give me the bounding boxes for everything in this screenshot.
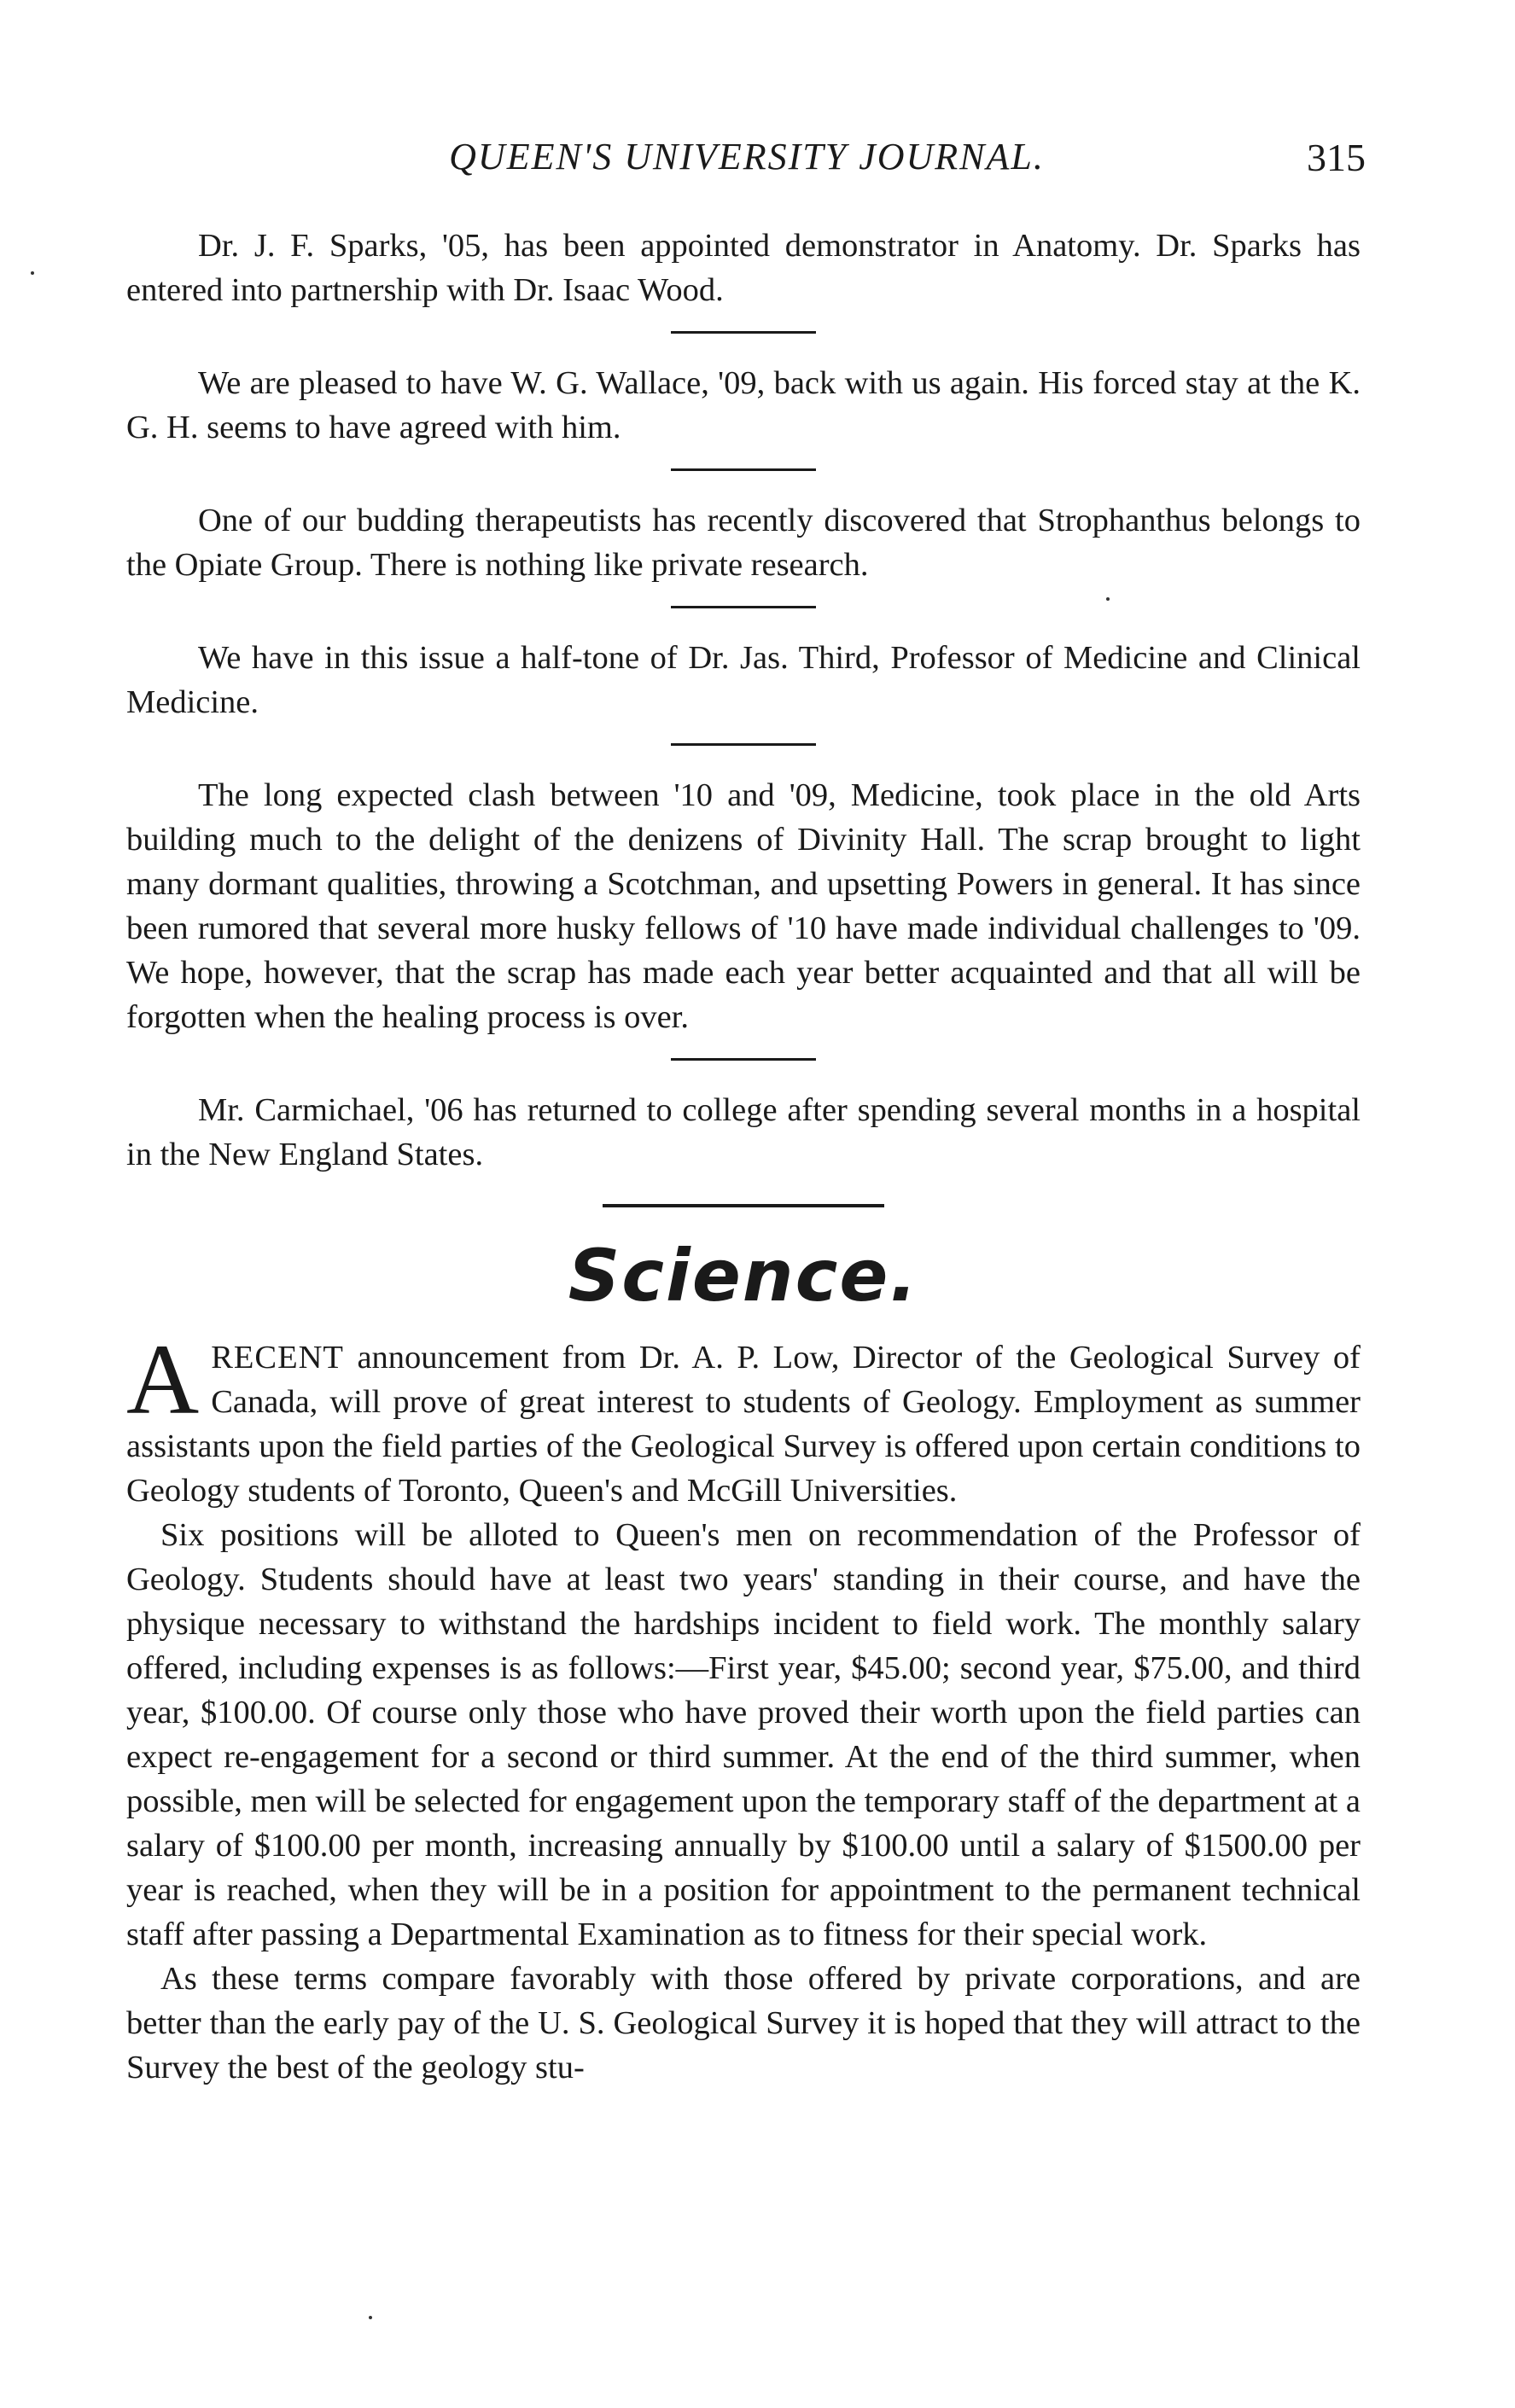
science-section — [126, 1323, 1361, 2090]
medicine-item: Mr. Carmichael, '06 has returned to college after spending several months in a hospital in the New England States. — [126, 1092, 1361, 1172]
medicine-item: One of our budding therapeutists has recently discovered that Strophanthus belongs to the Opiate Group. There is nothing like private research. — [126, 503, 1361, 583]
running-head — [128, 135, 1366, 186]
section-divider — [671, 743, 816, 746]
print-speck — [1106, 597, 1110, 601]
section-divider — [671, 1058, 816, 1061]
science-paragraph: As these terms compare favorably with those offered by private corporations, and are better than the early pay of the U. S. Geological Survey it is hoped that they will attract to the Survey the best of the geology stu- — [126, 1961, 1361, 2085]
medicine-item: Dr. J. F. Sparks, '05, has been appointed demonstrator in Anatomy. Dr. Sparks has entered into partnership with Dr. Isaac Wood. — [126, 228, 1361, 308]
science-paragraph: Six positions will be alloted to Queen's men on recommendation of the Professor of Geology. Students should have at least two years' standing in their course, and have the physique necessary to withstand the hardships incident to field work. The monthly salary offered, including expenses is as follows:—First year, $45.00; second year, $75.00, and third year, $100.00. Of course only those who have proved their worth upon the field parties can expect re-engagement for a second or third summer. At the end of the third summer, when possible, men will be selected for engagement upon the temporary staff of the department at a salary of $100.00 per month, increasing annually by $100.00 until a salary of $1500.00 per year is reached, when they will be in a position for appointment to the permanent technical staff after passing a Departmental Examination as to fitness for their special work. — [126, 1517, 1361, 1952]
medicine-section — [126, 224, 1361, 2090]
science-paragraph — [126, 1323, 1361, 1513]
page-number: 315 — [1307, 136, 1366, 179]
science-heading: Science. — [568, 1234, 919, 1317]
medicine-item: We have in this issue a half-tone of Dr. Jas. Third, Professor of Medicine and Clinical Medicine. — [126, 640, 1361, 720]
section-divider — [671, 468, 816, 471]
first-word: RECENT — [211, 1340, 344, 1376]
medicine-item: The long expected clash between '10 and '09, Medicine, took place in the old Arts building much to the delight of the denizens of Divinity Hall. The scrap brought to light many dormant qualities, throwing a Scotchman, and upsetting Powers in general. It has since been rumored that several more husky fellows of '10 have made individual challenges to '09. We hope, however, that the scrap has made each year better acquainted and that all will be forgotten when the healing process is over. — [126, 777, 1361, 1035]
section-divider — [671, 606, 816, 608]
science-paragraph-text: announcement from Dr. A. P. Low, Director of the Geological Survey of Canada, will prove of great interest to students of Geology. Employment as summer assistants upon the field parties of the Geological Survey is offered upon certain conditions to Geology students of Toronto, Queen's and McGill Universities. — [126, 1340, 1361, 1509]
print-speck — [31, 271, 34, 275]
journal-title: QUEEN'S UNIVERSITY JOURNAL. — [449, 136, 1045, 177]
department-divider — [603, 1204, 884, 1207]
drop-cap: A — [126, 1323, 200, 1435]
medicine-item: We are pleased to have W. G. Wallace, '09, back with us again. His forced stay at the K. G. H. seems to have agreed with him. — [126, 365, 1361, 445]
print-speck — [369, 2316, 372, 2319]
section-divider — [671, 331, 816, 334]
